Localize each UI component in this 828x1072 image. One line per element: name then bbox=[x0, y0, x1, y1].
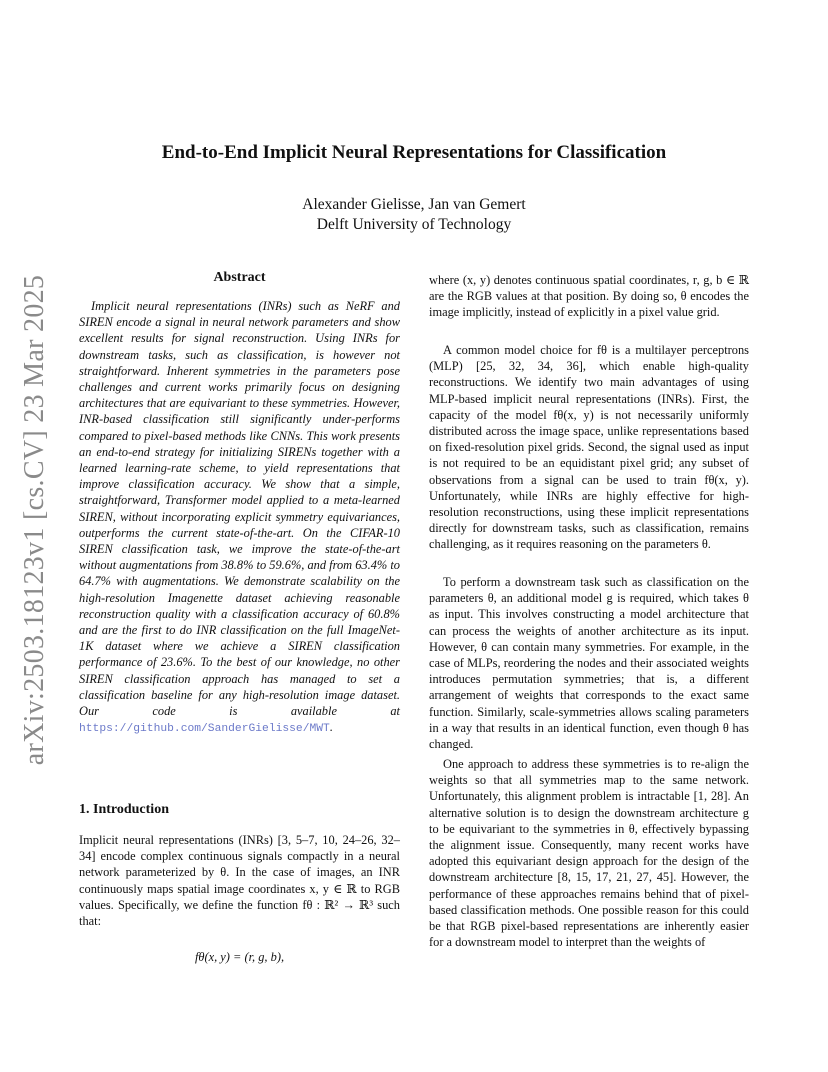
abstract-text: Implicit neural representations (INRs) such as NeRF and SIREN encode a signal in neural network parameters and show excellent results for signal reconstruction. Using INRs for downstream tasks, such as classification, is however not straightforward. Inherent symmetries in the parameters pose challenges and current works primarily focus on designing architectures that are equivariant to these symmetries. However, INR-based classification still significantly under-performs compared to pixel-based methods like CNNs. This work presents an end-to-end strategy for initializing SIRENs together with a learned learning-rate scheme, to yield representations that improve classification accuracy. We show that a simple, straightforward, Transformer model applied to a meta-learned SIREN, without incorporating explicit symmetry equivariances, outperforms the current state-of-the-art. On the CIFAR-10 SIREN classification task, we improve the state-of-the-art without augmentations from 38.8% to 59.6%, and from 63.4% to 64.7% with augmentations. We demonstrate scalability on the high-resolution Imagenette dataset achieving reasonable reconstruction quality with a classification accuracy of 60.8% and are the first to do INR classification on the full ImageNet-1K dataset where we achieve a SIREN classification performance of 23.6%. To the best of our knowledge, no other SIREN classification approach has managed to set a classification baseline for any high-resolution image dataset. Our code is available at bbox=[79, 299, 400, 719]
abstract-end: . bbox=[329, 720, 333, 735]
author-block bbox=[0, 195, 828, 235]
code-link[interactable]: https://github.com/SanderGielisse/MWT bbox=[79, 723, 330, 736]
right-paragraph-2: A common model choice for fθ is a multilayer perceptrons (MLP) [25, 32, 34, 36], which enable high-quality reconstructions. We identify two main advantages of using MLP-based implicit neural representations (INRs). First, the capacity of the model fθ(x, y) is not necessarily uniformly distributed across the image space, unlike representations based on fixed-resolution pixel grids. Second, the signal used as input is not required to be an equidistant pixel grid; any subset of observations from a signal can be used to train fθ(x, y). Unfortunately, while INRs are highly effective for high-resolution reconstructions, using these implicit representations directly for downstream tasks, such as classification, remains challenging, as it requires reasoning on the parameters θ. bbox=[429, 343, 749, 552]
right-paragraph-4: One approach to address these symmetries is to re-align the weights so that all symmetries map to the same network. Unfortunately, this alignment problem is intractable [1, 28]. An alternative solution is to design the downstream architecture g to be equivariant to the symmetries in θ, effectively bypassing the alignment issue. Consequently, many recent works have adopted this equivariant design approach for the design of the downstream architecture [8, 15, 17, 21, 27, 45]. However, the performance of these approaches remains behind that of pixel-based classification methods. One possible reason for this could be that RGB pixel-based representations are inherently easier for a downstream model to interpret than the weights of bbox=[429, 757, 749, 950]
affiliation: Delft University of Technology bbox=[316, 216, 512, 233]
arxiv-identifier-text: arXiv:2503.18123v1 [cs.CV] 23 Mar 2025 bbox=[19, 274, 51, 766]
arxiv-identifier bbox=[10, 274, 60, 766]
author-names: Alexander Gielisse, Jan van Gemert bbox=[302, 196, 526, 213]
intro-paragraph: Implicit neural representations (INRs) [3, 5–7, 10, 24–26, 32–34] encode complex continuous signals compactly in a neural network parameterized by θ. In the case of images, an INR continuously maps spatial image coordinates x, y ∈ ℝ to RGB values. Specifically, we define the function fθ : ℝ² → ℝ³ such that: bbox=[79, 833, 400, 929]
section-heading-introduction: 1. Introduction bbox=[79, 802, 169, 817]
paper-title: End-to-End Implicit Neural Representations for Classification bbox=[161, 142, 667, 163]
equation: fθ(x, y) = (r, g, b), bbox=[194, 950, 285, 964]
abstract-body bbox=[79, 298, 400, 737]
right-paragraph-3: To perform a downstream task such as classification on the parameters θ, an additional model g is required, which takes θ as input. This involves constructing a model architecture that can process the weights of another architecture as its input. However, θ can contain many symmetries. For example, in the case of MLPs, reordering the nodes and their associated weights introduces permutation symmetries; that is, a different arrangement of weights that corresponds to the exact same function. Similarly, scale-symmetries allows scaling parameters in a way that results in an identical function, even though θ has changed. bbox=[429, 575, 749, 752]
abstract-heading: Abstract bbox=[213, 270, 266, 285]
right-paragraph-1: where (x, y) denotes continuous spatial coordinates, r, g, b ∈ ℝ are the RGB values at that position. By doing so, θ encodes the image implicitly, instead of explicitly in a pixel value grid. bbox=[429, 273, 749, 320]
